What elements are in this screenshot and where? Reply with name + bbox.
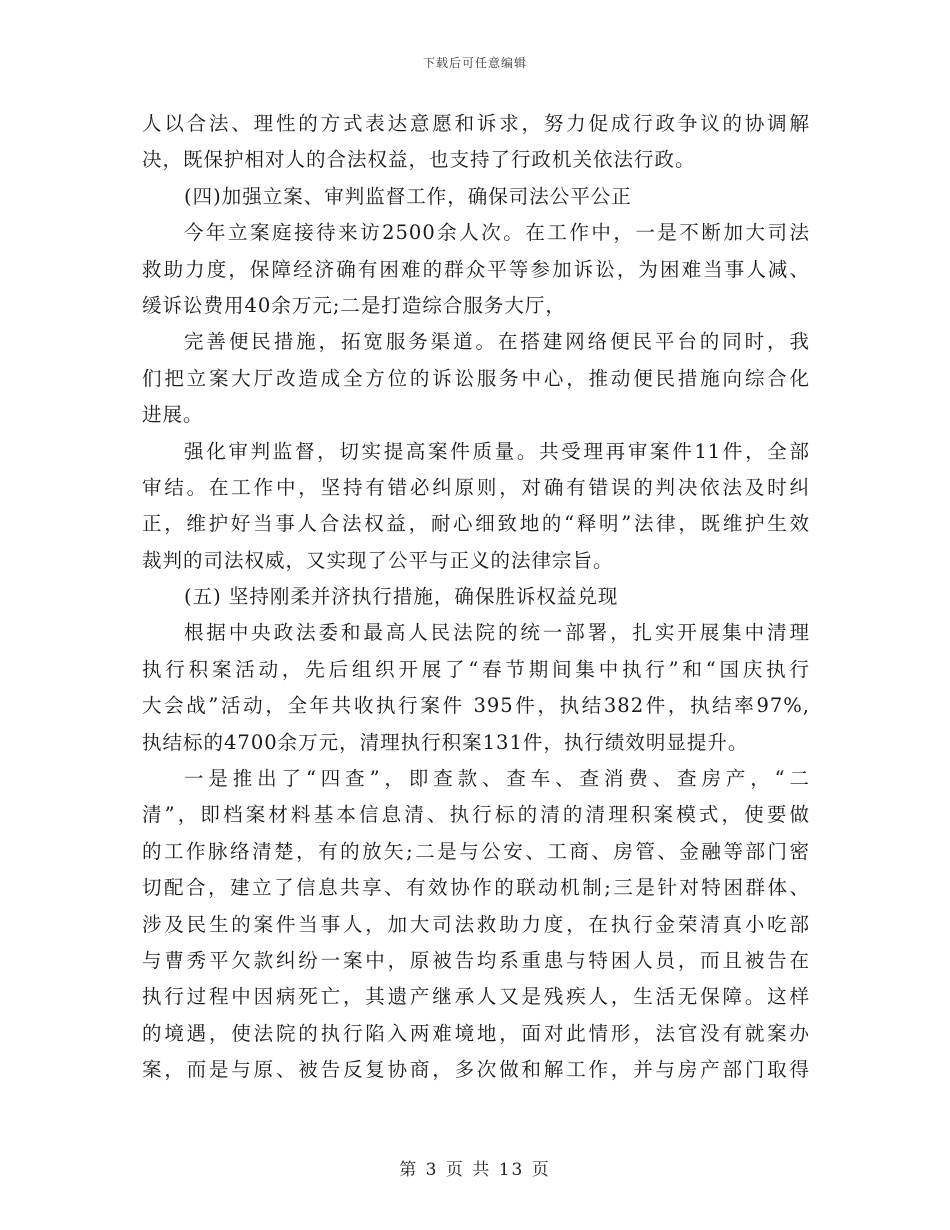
- text-line: 缓诉讼费用40余万元;二是打造综合服务大厅，: [142, 293, 566, 317]
- text-line: 切配合，建立了信息共享、有效协作的联动机制;三是针对特困群体、: [142, 876, 810, 900]
- text-line: 大会战”活动，全年共收执行案件 395件，执结382件，执结率97%,: [142, 694, 810, 718]
- text-line: 根据中央政法委和最高人民法院的统一部署，扎实开展集中清理: [184, 621, 810, 645]
- text-line: 的工作脉络清楚，有的放矢;二是与公安、工商、房管、金融等部门密: [142, 839, 810, 863]
- text-line: 今年立案庭接待来访2500余人次。在工作中，一是不断加大司法: [184, 221, 810, 245]
- text-line: 救助力度，保障经济确有困难的群众平等参加诉讼，为困难当事人减、: [142, 257, 810, 281]
- section-heading: (四)加强立案、审判监督工作，确保司法公平公正: [184, 184, 632, 208]
- text-line: 决，既保护相对人的合法权益，也支持了行政机关依法行政。: [142, 148, 696, 172]
- text-line: 进展。: [142, 403, 204, 427]
- page-number-footer: 第 3 页 共 13 页: [399, 1160, 551, 1180]
- text-line: 强化审判监督，切实提高案件质量。共受理再审案件11件，全部: [184, 439, 810, 463]
- text-line: 案，而是与原、被告反复协商，多次做和解工作，并与房产部门取得: [142, 1058, 810, 1082]
- text-line: 完善便民措施，拓宽服务渠道。在搭建网络便民平台的同时，我: [184, 330, 810, 354]
- text-line: 执行积案活动，先后组织开展了“春节期间集中执行”和“国庆执行: [142, 657, 810, 681]
- text-line: 的境遇，使法院的执行陷入两难境地，面对此情形，法官没有就案办: [142, 1021, 810, 1045]
- text-line: 们把立案大厅改造成全方位的诉讼服务中心，推动便民措施向综合化: [142, 366, 810, 390]
- text-line: 执行过程中因病死亡，其遗产继承人又是残疾人，生活无保障。这样: [142, 985, 810, 1009]
- document-body: [142, 106, 810, 1089]
- text-line: 清”，即档案材料基本信息清、执行标的清的清理积案模式，使要做: [142, 803, 810, 827]
- text-line: 正，维护好当事人合法权益，耐心细致地的“释明”法律，既维护生效: [142, 512, 810, 536]
- page-header: 下载后可任意编辑: [422, 56, 527, 70]
- text-line: 人以合法、理性的方式表达意愿和诉求，努力促成行政争议的协调解: [142, 112, 810, 135]
- text-line: 与曹秀平欠款纠纷一案中，原被告均系重患与特困人员，而且被告在: [142, 948, 810, 972]
- text-line: 执结标的4700余万元，清理执行积案131件，执行绩效明显提升。: [142, 730, 749, 754]
- text-line: 审结。在工作中，坚持有错必纠原则，对确有错误的判决依法及时纠: [142, 475, 810, 499]
- section-heading: (五) 坚持刚柔并济执行措施，确保胜诉权益兑现: [184, 585, 619, 609]
- text-line: 涉及民生的案件当事人，加大司法救助力度，在执行金荣清真小吃部: [142, 912, 810, 936]
- text-line: 裁判的司法权威，又实现了公平与正义的法律宗旨。: [142, 548, 614, 572]
- text-line: 一是推出了“四查”，即查款、查车、查消费、查房产，“二: [184, 767, 810, 791]
